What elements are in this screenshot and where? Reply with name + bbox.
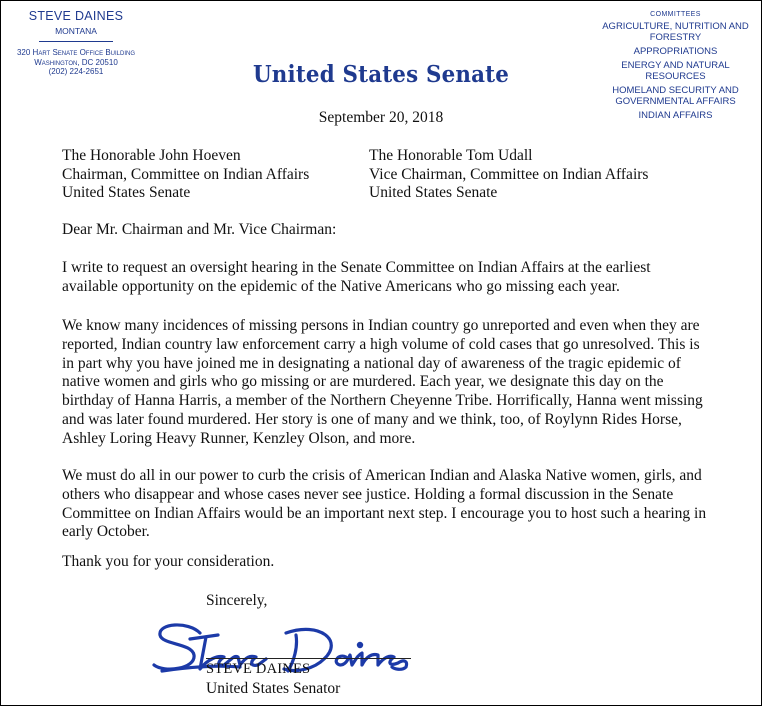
office-phone: (202) 224-2651 — [48, 67, 104, 76]
senator-name: STEVE DAINES — [28, 9, 124, 23]
recipient-line: The Honorable Tom Udall — [369, 147, 533, 164]
recipient-line: Chairman, Committee on Indian Affairs — [62, 165, 310, 183]
recipient-line: The Honorable John Hoeven — [62, 147, 241, 164]
office-city: Washington, DC 20510 — [34, 57, 118, 67]
recipient-right — [369, 147, 648, 203]
signature-line — [206, 658, 411, 659]
committee-item: AGRICULTURE, NUTRITION AND FORESTRY — [602, 21, 749, 43]
senator-state: MONTANA — [55, 26, 97, 36]
recipient-line: United States Senate — [369, 184, 498, 201]
body-paragraph: We must do all in our power to curb the crisis of American Indian and Alaska Native women, girls, and others who disappear and whose cases never see justice. Holding a formal discussion in the Senate Committee on Indian Affairs would be an important next step. I encourage you to host such a hearing in early October. — [62, 467, 707, 541]
signer-title: United States Senator — [206, 680, 341, 697]
office-address: 320 Hart Senate Office Building — [16, 48, 136, 57]
recipient-line: United States Senate — [62, 184, 191, 201]
closing-thanks: Thank you for your consideration. — [62, 553, 275, 570]
committee-item: ENERGY AND NATURAL RESOURCES — [621, 60, 730, 82]
letter-date: September 20, 2018 — [318, 109, 444, 126]
signer-name: STEVE DAINES — [206, 661, 311, 677]
committees-list — [598, 11, 753, 121]
handwritten-signature — [148, 611, 413, 691]
body-paragraph: We know many incidences of missing persons in Indian country go unreported and even when they are reported, Indian country law enforcement carry a high volume of cold cases that go unresolved. This is in part why you have joined me in designating a national day of awareness of the tragic epidemic of native women and girls who go missing or are murdered. Each year, we designate this day on the birthday of Hanna Harris, a member of the Northern Cheyenne Tribe. Horrifically, Hanna went missing and was later found murdered. Her story is one of many and we think, too, of Roylynn Rides Horse, Ashley Loring Heavy Runner, Kenzley Olson, and more. — [62, 317, 703, 447]
letterhead-title: United States Senate — [252, 61, 510, 88]
committee-item: APPROPRIATIONS — [633, 46, 718, 57]
salutation: Dear Mr. Chairman and Mr. Vice Chairman: — [62, 221, 337, 238]
closing: Sincerely, — [206, 592, 268, 609]
recipient-left — [62, 147, 309, 203]
committee-item: HOMELAND SECURITY AND GOVERNMENTAL AFFAIRS — [612, 85, 739, 107]
recipient-line: Vice Chairman, Committee on Indian Affairs — [369, 165, 649, 183]
committee-item: INDIAN AFFAIRS — [638, 110, 713, 121]
body-paragraph: I write to request an oversight hearing in the Senate Committee on Indian Affairs at the earliest available opportunity on the epidemic of the Native Americans who go missing each year. — [62, 259, 651, 295]
committees-heading: COMMITTEES — [650, 11, 701, 18]
letterhead-divider — [39, 41, 113, 42]
